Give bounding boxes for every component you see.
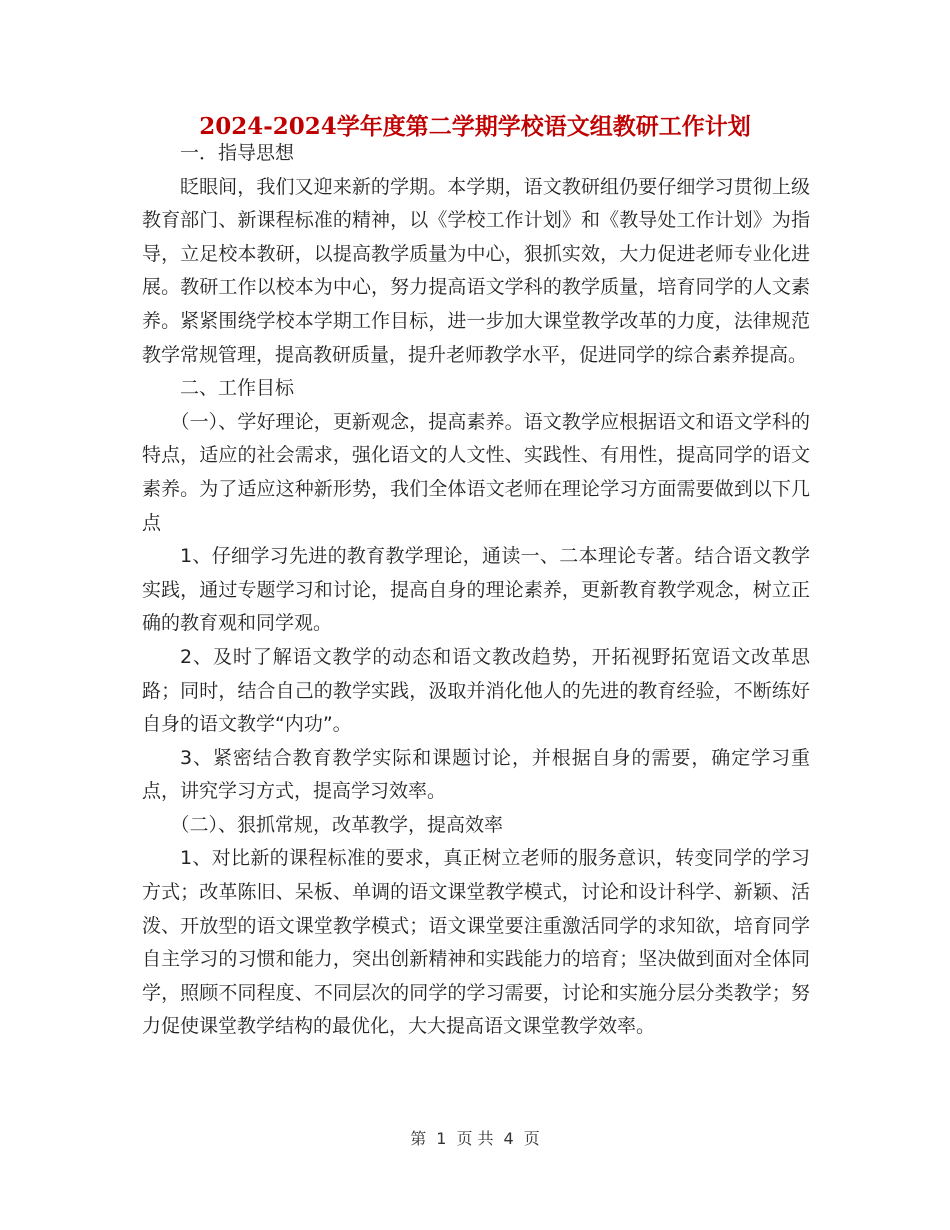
page-footer bbox=[0, 1126, 950, 1149]
subsection-routine-reform: （二）、狠抓常规，改革教学，提高效率 bbox=[170, 813, 504, 836]
document-title: 2024-2024学年度第二学期学校语文组教研工作计划 bbox=[199, 113, 751, 140]
footer-suffix: 页 bbox=[523, 1129, 540, 1148]
document-body bbox=[142, 137, 810, 1044]
list-item-reform-1: 1、对比新的课程标准的要求，真正树立老师的服务意识，转变同学的学习方式；改革陈旧、呆板、单调的语文课堂教学模式，讨论和设计科学、新颖、活泼、开放型的语文课堂教学模式；语文课堂要注重激活同学的求知欲，培育同学自主学习的习惯和能力，突出创新精神和实践能力的培育；坚决做到面对全体同学，照顾不同程度、不同层次的同学的学习需要，讨论和实施分层分类教学；努力促使课堂教学结构的最优化，大大提高语文课堂教学效率。 bbox=[142, 847, 810, 1038]
current-page-number: 1 bbox=[436, 1129, 447, 1148]
total-page-number: 4 bbox=[503, 1129, 514, 1148]
footer-prefix: 第 bbox=[410, 1129, 427, 1148]
list-item-2: 2、及时了解语文教学的动态和语文教改趋势，开拓视野拓宽语文改革思路；同时，结合自己的教学实践，汲取并消化他人的先进的教育经验，不断练好自身的语文教学“内功”。 bbox=[142, 645, 810, 736]
list-item-1: 1、仔细学习先进的教育教学理论，通读一、二本理论专著。结合语文教学实践，通过专题学习和讨论，提高自身的理论素养，更新教育教学观念，树立正确的教育观和同学观。 bbox=[142, 545, 810, 635]
subsection-theory-study: （一）、学好理论，更新观念，提高素养。语文教学应根据语文和语文学科的特点，适应的社会需求，强化语文的人文性、实践性、有用性，提高同学的语文素养。为了适应这种新形势，我们全体语文老师在理论学习方面需要做到以下几点 bbox=[142, 410, 810, 534]
paragraph-guiding-thought: 眨眼间，我们又迎来新的学期。本学期，语文教研组仍要仔细学习贯彻上级教育部门、新课程标准的精神，以《学校工作计划》和《教导处工作计划》为指导，立足校本教研，以提高教学质量为中心，狠抓实效，大力促进老师专业化进展。教研工作以校本为中心，努力提高语文学科的教学质量，培育同学的人文素养。紧紧围绕学校本学期工作目标，进一步加大课堂教学改革的力度，法律规范教学常规管理，提高教研质量，提升老师教学水平，促进同学的综合素养提高。 bbox=[142, 175, 810, 366]
section-heading-guiding-thought: 一．指导思想 bbox=[180, 142, 295, 164]
section-heading-work-goals: 二、工作目标 bbox=[180, 377, 295, 400]
footer-middle: 页 共 bbox=[456, 1129, 494, 1148]
list-item-3: 3、紧密结合教育教学实际和课题讨论，并根据自身的需要，确定学习重点，讲究学习方式，提高学习效率。 bbox=[142, 746, 810, 803]
